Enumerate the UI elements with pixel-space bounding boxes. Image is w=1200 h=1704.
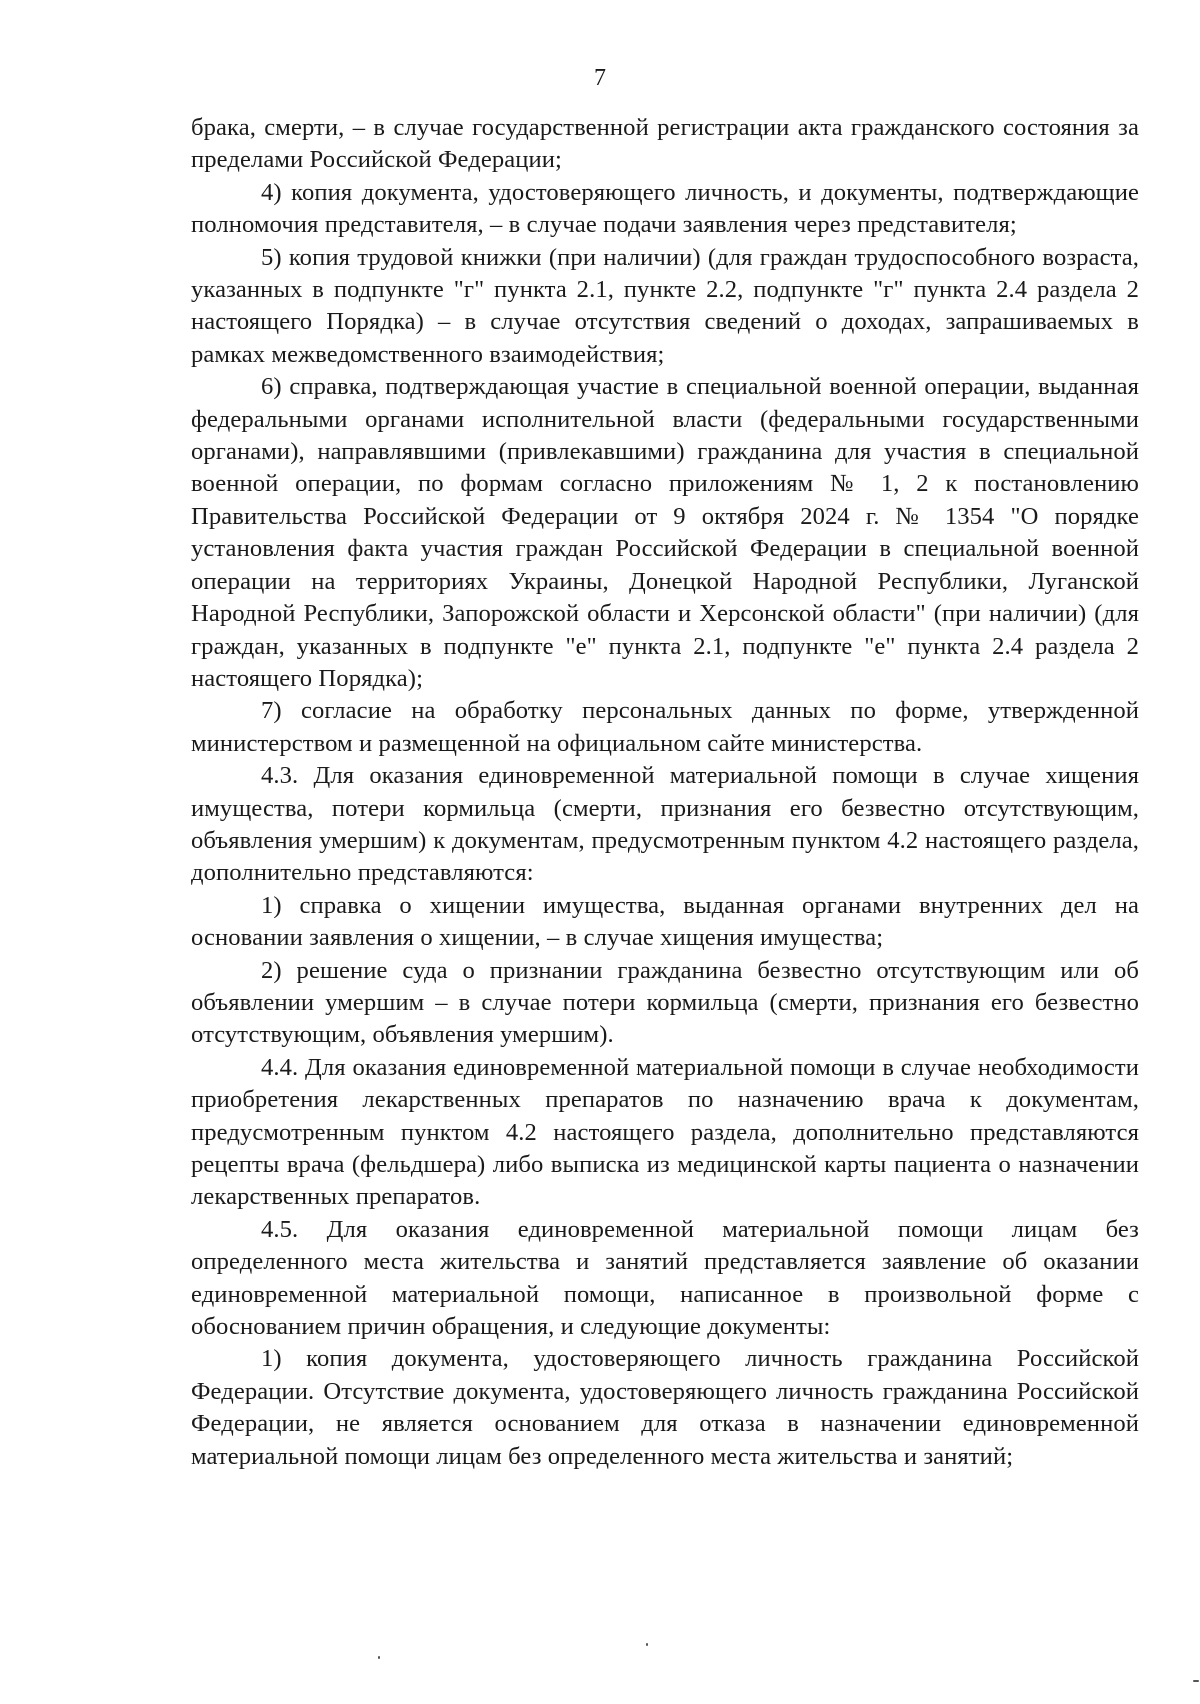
list-item-7-personal-data-consent: 7) согласие на обработку персональных данных по форме, утвержденной министерством и размещенной на официальном сайте министерства. (191, 697, 1139, 757)
section-4-3-item-2: 2) решение суда о признании гражданина безвестно отсутствующим или об объявлении умершим – в случае потери кормильца (смерти, признания его безвестно отсутствующим, объявления умершим). (191, 956, 1139, 1049)
list-item-6-svo-certificate: 6) справка, подтверждающая участие в специальной военной операции, выданная федеральными органами исполнительной власти (федеральными государственными органами), направлявшими (привлекавшими) гражданина для участия в специальной военной операции, по формам согласно приложениям № 1, 2 к постановлению Правительства Российской Федерации от 9 октября 2024 г. № 1354 "О порядке установления факта участия граждан Российской Федерации в специальной военной операции на территориях Украины, Донецкой Народной Республики, Луганской Народной Республики, Запорожской области и Херсонской области" (при наличии) (для граждан, указанных в подпункте "е" пункта 2.1, подпункте "е" пункта 2.4 раздела 2 настоящего Порядка); (191, 373, 1139, 692)
scan-speck (1193, 1680, 1199, 1682)
scan-speck (378, 1656, 380, 1659)
section-4-4: 4.4. Для оказания единовременной материальной помощи в случае необходимости приобретения лекарственных препаратов по назначению врача к документам, предусмотренным пунктом 4.2 настоящего раздела, дополнительно представляются рецепты врача (фельдшера) либо выписка из медицинской карты пациента о назначении лекарственных препаратов. (191, 1053, 1139, 1211)
section-4-3: 4.3. Для оказания единовременной материальной помощи в случае хищения имущества, потери кормильца (смерти, признания его безвестно отсутствующим, объявления умершим) к документам, предусмотренным пунктом 4.2 настоящего раздела, дополнительно представляются: (191, 762, 1139, 887)
section-4-5: 4.5. Для оказания единовременной материальной помощи лицам без определенного места жительства и занятий представляется заявление об оказании единовременной материальной помощи, написанное в произвольной форме с обоснованием причин обращения, и следующие документы: (191, 1215, 1139, 1341)
section-4-5-item-1: 1) копия документа, удостоверяющего личность гражданина Российской Федерации. Отсутствие документа, удостоверяющего личность гражданина Российской Федерации, не является основанием для отказа в назначении единовременной материальной помощи лицам без определенного места жительства и занятий; (191, 1345, 1139, 1470)
list-item-5-employment-record: 5) копия трудовой книжки (при наличии) (для граждан трудоспособного возраста, указанных в подпункте "г" пункта 2.1, пункте 2.2, подпункте "г" пункта 2.4 раздела 2 настоящего Порядка) – в случае отсутствия сведений о доходах, запрашиваемых в рамках межведомственного взаимодействия; (191, 243, 1139, 368)
section-4-3-item-1: 1) справка о хищении имущества, выданная органами внутренних дел на основании заявления о хищении, – в случае хищения имущества; (191, 891, 1139, 952)
list-item-4-copy-of-id: 4) копия документа, удостоверяющего личность, и документы, подтверждающие полномочия представителя, – в случае подачи заявления через представителя; (191, 178, 1139, 239)
document-body (191, 112, 1139, 1473)
paragraph-continuation: брака, смерти, – в случае государственной регистрации акта гражданского состояния за пределами Российской Федерации; (191, 114, 1139, 174)
scan-speck (646, 1643, 648, 1646)
page-number: 7 (594, 65, 606, 91)
